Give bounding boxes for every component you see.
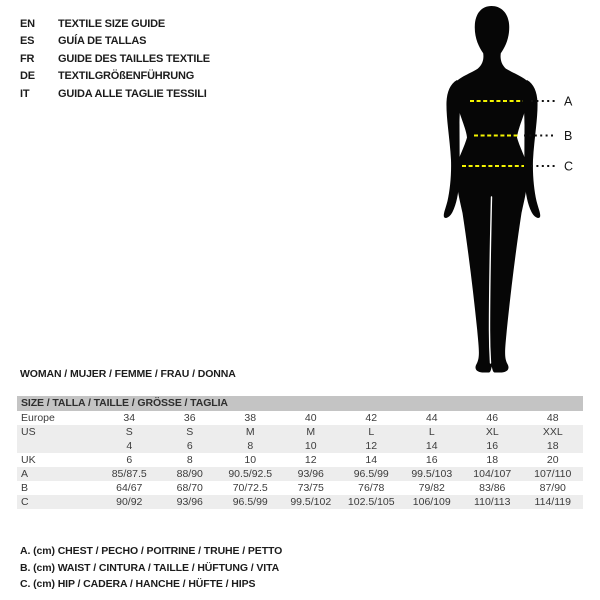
lang-code: EN (20, 17, 35, 30)
size-cell: 83/86 (479, 482, 506, 494)
size-cell: 12 (304, 454, 317, 466)
size-cell: 85/87.5 (111, 468, 147, 480)
size-cell: 8 (186, 454, 193, 466)
size-cell: XL (485, 426, 499, 438)
size-cell: 44 (425, 412, 438, 424)
row-label: B (21, 482, 29, 494)
size-cell: 90/92 (116, 496, 143, 508)
size-cell: M (306, 426, 316, 438)
size-cell: L (428, 426, 435, 438)
size-row-europe (17, 411, 583, 425)
size-table-header: SIZE / TALLA / TAILLE / GRÖSSE / TAGLIA (17, 396, 583, 411)
size-cell: 14 (425, 440, 438, 452)
row-label: US (21, 426, 36, 438)
size-table (17, 396, 583, 509)
lang-label: TEXTILE SIZE GUIDE (58, 17, 166, 30)
measure-label-a: A (564, 94, 573, 109)
lang-label: TEXTILGRÖßENFÜHRUNG (58, 70, 195, 83)
legend-item-waist: B. (cm) WAIST / CINTURA / TAILLE / HÜFTUNG / VITA (20, 561, 280, 574)
size-cell: 110/113 (474, 496, 511, 508)
lang-row-es (20, 33, 210, 51)
lang-row-en (20, 15, 210, 33)
measure-label-b: B (564, 129, 573, 143)
size-cell: 96.5/99 (232, 496, 268, 508)
language-guide-list (20, 15, 210, 103)
size-cell: 48 (546, 412, 559, 424)
row-label: UK (21, 454, 36, 466)
size-cell: 93/96 (176, 496, 203, 508)
lang-row-fr (20, 50, 210, 68)
size-cell: 6 (126, 454, 133, 466)
size-cell: 64/67 (116, 482, 143, 494)
size-cell: 16 (486, 440, 499, 452)
lang-code: ES (20, 35, 35, 48)
size-row-waist (17, 481, 583, 495)
size-cell: 46 (486, 412, 499, 424)
size-cell: 8 (247, 440, 254, 452)
size-cell: 114/119 (534, 496, 571, 508)
size-cell: 102.5/105 (347, 496, 395, 508)
size-cell: 76/78 (358, 482, 385, 494)
size-cell: 42 (365, 412, 378, 424)
size-cell: 87/90 (539, 482, 566, 494)
row-label: Europe (21, 412, 55, 424)
lang-code: FR (20, 52, 35, 65)
size-cell: 96.5/99 (353, 468, 389, 480)
size-cell: 38 (244, 412, 257, 424)
size-cell: 40 (304, 412, 317, 424)
size-cell: XXL (542, 426, 563, 438)
size-cell: 68/70 (176, 482, 203, 494)
lang-label: GUIDA ALLE TAGLIE TESSILI (58, 87, 207, 100)
measurement-legend (20, 543, 282, 593)
size-cell: 107/110 (534, 468, 572, 480)
size-row-chest (17, 467, 583, 481)
size-cell: 12 (365, 440, 378, 452)
legend-item-hip: C. (cm) HIP / CADERA / HANCHE / HÜFTE / HIPS (20, 578, 256, 590)
lang-label: GUIDE DES TAILLES TEXTILE (58, 52, 210, 65)
lang-row-de (20, 68, 210, 86)
row-label: A (21, 468, 29, 480)
size-cell: S (186, 426, 194, 438)
size-cell: 18 (486, 454, 499, 466)
size-cell: 4 (126, 440, 133, 452)
size-cell: 14 (365, 454, 378, 466)
size-cell: 34 (123, 412, 136, 424)
size-row-us-numeric (17, 439, 583, 453)
size-cell: 90.5/92.5 (228, 468, 273, 480)
size-cell: 16 (425, 454, 438, 466)
section-title: WOMAN / MUJER / FEMME / FRAU / DONNA (20, 368, 236, 380)
row-label (17, 439, 99, 453)
size-cell: 18 (546, 440, 559, 452)
woman-silhouette (453, 6, 531, 373)
size-cell: 88/90 (176, 468, 203, 480)
size-row-hip (17, 495, 583, 509)
size-cell: M (245, 426, 255, 438)
size-cell: 10 (304, 440, 317, 452)
measure-label-c: C (564, 159, 574, 174)
size-cell: 79/82 (418, 482, 445, 494)
size-cell: 6 (186, 440, 193, 452)
lang-row-it (20, 85, 210, 103)
size-cell: 99.5/102 (290, 496, 332, 508)
size-row-us-letter (17, 425, 583, 439)
size-cell: 10 (244, 454, 257, 466)
size-cell: 104/107 (473, 468, 512, 480)
size-row-uk (17, 453, 583, 467)
lang-code: IT (20, 87, 30, 100)
size-cell: 106/109 (412, 496, 451, 508)
legend-item-chest: A. (cm) CHEST / PECHO / POITRINE / TRUHE / PETTO (20, 545, 283, 557)
size-cell: 20 (546, 454, 559, 466)
size-cell: 73/75 (297, 482, 324, 494)
woman-silhouette-figure (428, 2, 594, 376)
size-cell: 93/96 (297, 468, 324, 480)
lang-code: DE (20, 70, 35, 83)
lang-label: GUÍA DE TALLAS (58, 35, 147, 48)
size-cell: S (125, 426, 133, 438)
size-cell: 36 (183, 412, 196, 424)
size-cell: 70/72.5 (232, 482, 268, 494)
size-cell: L (368, 426, 375, 438)
size-cell: 99.5/103 (411, 468, 453, 480)
row-label: C (21, 496, 29, 508)
